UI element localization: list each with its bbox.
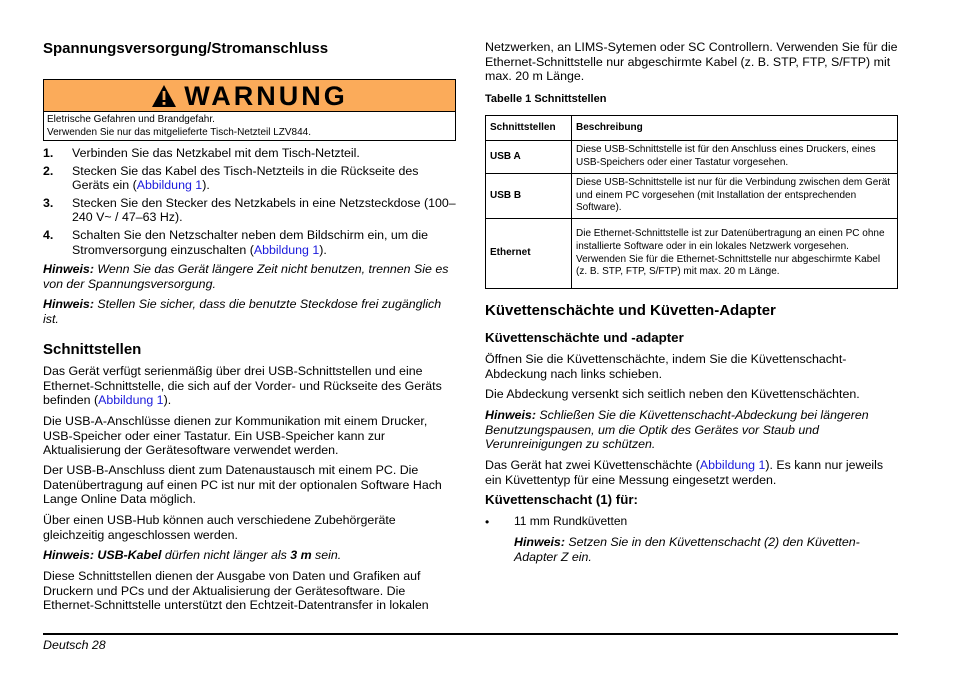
warning-body <box>44 112 455 140</box>
step-text-end: ). <box>319 242 327 257</box>
table-cell-name: USB A <box>486 141 572 174</box>
table-row <box>486 219 898 289</box>
cuvette-para-3 <box>485 458 898 487</box>
page-footer: Deutsch 28 <box>43 638 106 652</box>
warning-line-1: Eletrische Gefahren und Brandgefahr. <box>47 114 215 125</box>
note-bold-cable: USB-Kabel <box>93 548 162 562</box>
step-text: Stecken Sie das Kabel des Tisch-Netzteils in die Rückseite des Geräts ein ( <box>72 163 419 193</box>
interfaces-para-3: Der USB-B-Anschluss dient zum Datenaustausch mit einem PC. Die Datenübertragung auf einen PC ist nur mit der optionalen Software Hach Lange Online Data möglich. <box>43 463 442 507</box>
note-label: Hinweis: <box>43 548 94 562</box>
note-outlet <box>43 297 458 326</box>
interfaces-para-continued: Netzwerken, an LIMS-Sytemen oder SC Controllern. Verwenden Sie für die Ethernet-Schnittstelle nur abgeschirmte Kabel (z. B. STP, FTP, S/FTP) mit max. 20 m Länge. <box>485 40 898 84</box>
step-number: 2. <box>43 163 54 178</box>
figure-link[interactable]: Abbildung 1 <box>253 242 320 257</box>
interfaces-para-1 <box>43 364 458 408</box>
table-cell-name: USB B <box>486 174 572 219</box>
power-steps-list <box>43 146 458 260</box>
section-heading-cuvette: Küvettenschächte und Küvetten-Adapter <box>485 302 776 319</box>
table-cell-name: Ethernet <box>486 219 572 289</box>
step-number: 4. <box>43 227 54 242</box>
warning-triangle-icon <box>151 84 177 108</box>
cuvette-para-2: Die Abdeckung versenkt sich seitlich neben den Küvettenschächten. <box>485 387 860 401</box>
table-cell-desc: Diese USB-Schnittstelle ist nur für die Verbindung zwischen dem Gerät und einem PC vorgesehen (mit Installation der entsprechenden Software). <box>572 174 898 219</box>
step-text: Stecken Sie den Stecker des Netzkabels in eine Netzsteckdose (100–240 V~ / 47–63 Hz). <box>72 195 456 225</box>
section-heading-power: Spannungsversorgung/Stromanschluss <box>43 40 329 57</box>
note-disconnect <box>43 262 458 291</box>
bullet-text: 11 mm Rundküvetten <box>514 514 628 528</box>
table-cell-desc: Die Ethernet-Schnittstelle ist zur Datenübertragung an einen PC ohne installierte Software oder in ein lokales Netzwerk vorgesehen. Verwenden Sie für die Ethernet-Schnittstelle nur abgeschirmte Kabel (z. B. STP, FTP, S/FTP) mit max. 20 m Länge. <box>572 219 898 289</box>
note-label: Hinweis: <box>43 297 94 311</box>
interfaces-para-5: Diese Schnittstellen dienen der Ausgabe von Daten und Grafiken auf Druckern und PCs und der Aktualisierung der Gerätesoftware. Die Ethernet-Schnittstelle unterstützt den Echtzeit-Datentransfer in lokalen <box>43 569 429 613</box>
step-text-end: ). <box>202 178 210 193</box>
table-caption: Tabelle 1 Schnittstellen <box>485 93 607 105</box>
table-cell-desc: Diese USB-Schnittstelle ist für den Anschluss eines Druckers, eines USB-Speichers oder einer Tastatur vorgesehen. <box>572 141 898 174</box>
subheading-slot-1: Küvettenschacht (1) für: <box>485 492 638 507</box>
note-text-end: sein. <box>311 548 342 562</box>
interfaces-table <box>485 115 898 289</box>
figure-link[interactable]: Abbildung 1 <box>136 178 203 193</box>
table-row <box>486 141 898 174</box>
table-header-cell: Schnittstellen <box>486 116 572 141</box>
para-text: Das Gerät verfügt serienmäßig über drei USB-Schnittstellen und eine Ethernet-Schnittstelle, die sich auf der Vorder- und Rückseite des Geräts befinden ( <box>43 364 442 408</box>
note-adapter <box>514 535 898 564</box>
figure-link[interactable]: Abbildung 1 <box>98 393 164 408</box>
note-text: Wenn Sie das Gerät längere Zeit nicht benutzen, trennen Sie es von der Spannungsversorgung. <box>43 262 449 291</box>
step-text: Schalten Sie den Netzschalter neben dem Bildschirm ein, um die Stromversorgung einzuschalten ( <box>72 227 429 257</box>
step-number: 3. <box>43 195 54 210</box>
note-bold-length: 3 m <box>290 548 312 562</box>
step-text: Verbinden Sie das Netzkabel mit dem Tisch-Netzteil. <box>72 146 360 160</box>
note-usb-cable <box>43 548 458 563</box>
step-item <box>43 196 458 225</box>
step-item <box>43 164 458 193</box>
warning-title: WARNUNG <box>184 80 348 111</box>
bullet-mark: • <box>485 515 490 529</box>
para-text: Das Gerät hat zwei Küvettenschächte ( <box>485 458 700 472</box>
note-text: Setzen Sie in den Küvettenschacht (2) den Küvetten-Adapter Z ein. <box>514 535 860 564</box>
section-heading-interfaces: Schnittstellen <box>43 341 142 358</box>
para-text-end: ). Es kann nur jeweils ein Küvettentyp für eine Messung eingesetzt werden. <box>485 458 884 487</box>
note-cover <box>485 408 898 452</box>
table-header-cell: Beschreibung <box>572 116 898 141</box>
interfaces-para-2: Die USB-A-Anschlüsse dienen zur Kommunikation mit einem Drucker, USB-Speicher oder einer Tastatur. Ein USB-Speicher kann zur Aktualisierung der Gerätesoftware verwendet werden. <box>43 414 428 458</box>
table-header-row <box>486 116 898 141</box>
footer-rule <box>43 633 898 635</box>
note-text: Stellen Sie sicher, dass die benutzte Steckdose frei zugänglich ist. <box>43 297 442 326</box>
subheading-cuvette-slots: Küvettenschächte und -adapter <box>485 330 684 345</box>
figure-link[interactable]: Abbildung 1 <box>699 458 766 472</box>
note-label: Hinweis: <box>43 262 94 276</box>
note-label: Hinweis: <box>514 535 565 549</box>
para-text-end: ). <box>163 393 172 408</box>
warning-box <box>43 79 456 141</box>
interfaces-para-4: Über einen USB-Hub können auch verschiedene Zubehörgeräte gleichzeitig angeschlossen werden. <box>43 513 396 542</box>
note-text: dürfen nicht länger als <box>161 548 291 562</box>
note-label: Hinweis: <box>485 408 536 422</box>
warning-header <box>44 80 455 112</box>
cuvette-para-1: Öffnen Sie die Küvettenschächte, indem Sie die Küvettenschacht-Abdeckung nach links schieben. <box>485 352 847 381</box>
step-item <box>43 228 458 257</box>
warning-line-2: Verwenden Sie nur das mitgelieferte Tisch-Netzteil LZV844. <box>47 127 312 138</box>
note-text: Schließen Sie die Küvettenschacht-Abdeckung bei längeren Benutzungspausen, um die Optik des Gerätes vor Staub und Verunreinigungen zu schützen. <box>485 408 869 452</box>
table-row <box>486 174 898 219</box>
step-item <box>43 146 458 161</box>
step-number: 1. <box>43 146 54 160</box>
